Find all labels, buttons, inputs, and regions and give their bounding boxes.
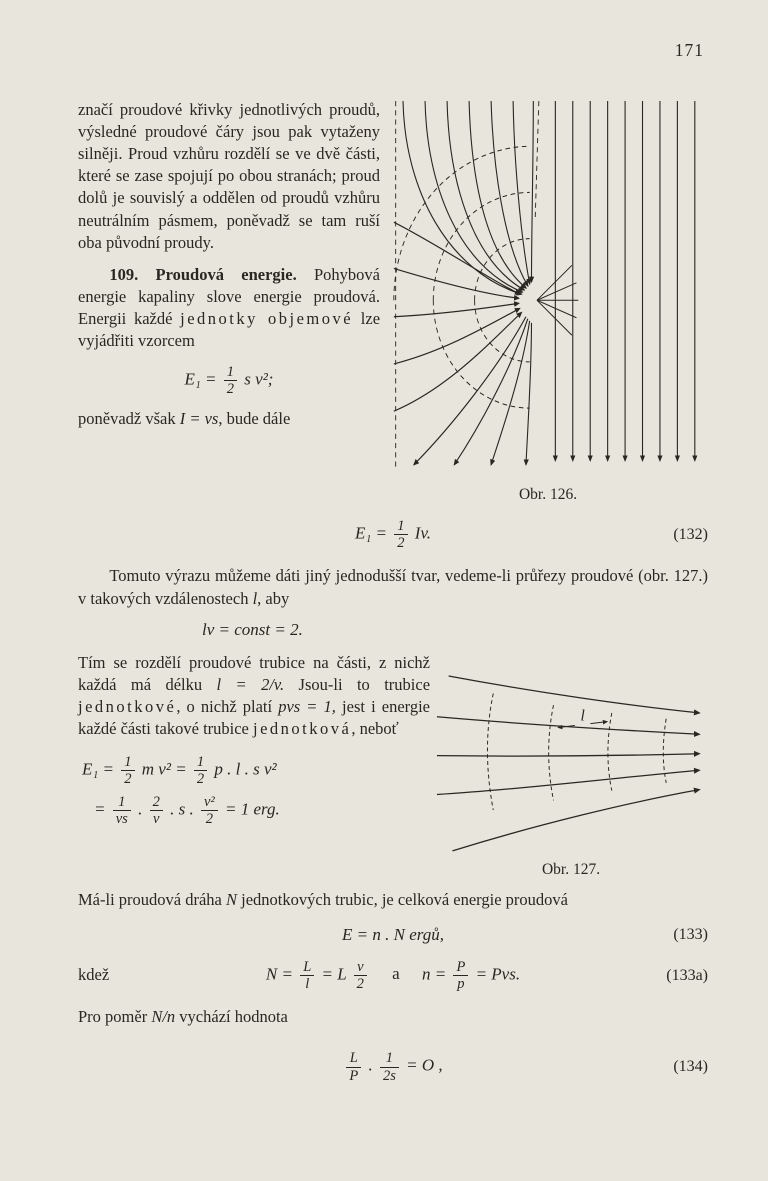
emphasized-spaced-text: jednotky objemové [180, 308, 354, 328]
fraction: $\frac{1}{2}$ [224, 364, 237, 397]
conjunction: a [392, 964, 400, 984]
paragraph-tim-se: Tím se rozdělí proudové trubice na části, z nichž každá má délku l = 2/v. Jsou-li to trubice jednotkové, o nichž platí pvs = 1, jest i energie každé části takové trubice jednotková, neboť [78, 652, 431, 739]
inline-math: N [226, 889, 238, 909]
equation-lv-const: lv = const = 2. [202, 619, 303, 639]
inline-math: pvs = 1, [278, 696, 336, 716]
left-text-column [78, 99, 380, 504]
paragraph-stream-curves [78, 99, 380, 254]
middle-section [78, 652, 708, 879]
equation-tube-energy-line1: E₁ = $\frac{1}{2}$ m v² = $\frac{1}{2}$ p . l . s v² [82, 754, 277, 788]
tube-boundary-curves [437, 676, 699, 851]
paragraph-ponevadz: poněvadž však I = vs, bude dále [78, 408, 291, 428]
cross-section-dashed-arcs [487, 693, 666, 810]
equation-unit-volume-energy: E₁ = $\frac{1}{2}$ s v²; [184, 364, 274, 398]
equation-number-133a: (133a) [666, 966, 708, 984]
paragraph-mali: Má-li proudová dráha N jednotkových trubic, je celková energie proudová [78, 889, 568, 909]
equation-134: $\frac{L}{P}$ . $\frac{1}{2s}$ = O , (134) [78, 1050, 708, 1083]
equation-tube-energy [82, 754, 430, 827]
figure-127-caption: Obr. 127. [541, 860, 601, 878]
kdez-label: kdež [78, 964, 110, 984]
figure-126-caption: Obr. 126. [518, 486, 578, 503]
figure-127-block [434, 652, 708, 879]
equation-number-133: (133) [673, 925, 708, 943]
equation-133a: kdež N = $\frac{L}{l}$ = L $\frac{v}{2}$ a n = $\frac{P}{p}$ = Pvs. (133a) [78, 958, 708, 993]
section-heading: 109. Proudová energie. [109, 264, 297, 284]
figure-126-block [388, 99, 708, 504]
emphasized-spaced-text: jednotkové [78, 696, 177, 716]
paragraph-tomuto: Tomuto výrazu můžeme dáti jiný jednodušší tvar, vedeme-li průřezy proudové (obr. 127.) v takových vzdálenostech l, aby [78, 566, 708, 608]
figure-127-stream-tubes [435, 666, 707, 856]
figure-126-streamline-diagram [392, 99, 704, 481]
left-text-column-2 [78, 652, 430, 879]
central-ray-burst [537, 265, 578, 335]
inline-math: I = vs [179, 408, 219, 428]
equation-number-132: (132) [673, 525, 708, 543]
section-109-paragraph: 109. Proudová energie. Pohybová energie kapaliny slove energie proudová. Energii každé jednotky objemové lze vyjádřiti vzorcem [78, 264, 381, 351]
top-section [78, 99, 708, 504]
vertical-field-lines [555, 101, 694, 460]
stagnation-hub [525, 293, 538, 307]
paragraph-text: značí proudové křivky jednotlivých proudů, výsledné proudové čáry jsou pak vytaženy silněji. Proud vzhůru rozdělí se ve dvě části, které se zase spojují po obou stranách; proud dolů je souvislý a oddělen od proudů vzhůru neutrálním pásmem, poněvadž se tam ruší oba původní proudy. [78, 100, 380, 252]
length-label: l [580, 707, 585, 725]
equation-tube-energy-line2: = $\frac{1}{vs}$ . $\frac{2}{v}$ . s . $\frac{\text{v²}}{2}$ = 1 erg. [94, 793, 280, 827]
inline-math: l [252, 588, 258, 608]
fraction: $\frac{1}{2}$ [394, 518, 407, 551]
inline-math: N/n [151, 1007, 176, 1027]
equation-132: E₁ = $\frac{1}{2}$ Iv. (132) [355, 518, 708, 552]
page-number: 171 [674, 40, 704, 60]
emphasized-spaced-text: jednotková [253, 719, 352, 739]
equation-number-134: (134) [673, 1058, 708, 1076]
equation-133: E = n . N ergů, (133) [342, 924, 708, 944]
inline-math: l = 2/v. [216, 674, 285, 694]
paragraph-pro-pomer: Pro poměr N/n vychází hodnota [78, 1007, 288, 1027]
converging-streamlines [394, 101, 533, 411]
